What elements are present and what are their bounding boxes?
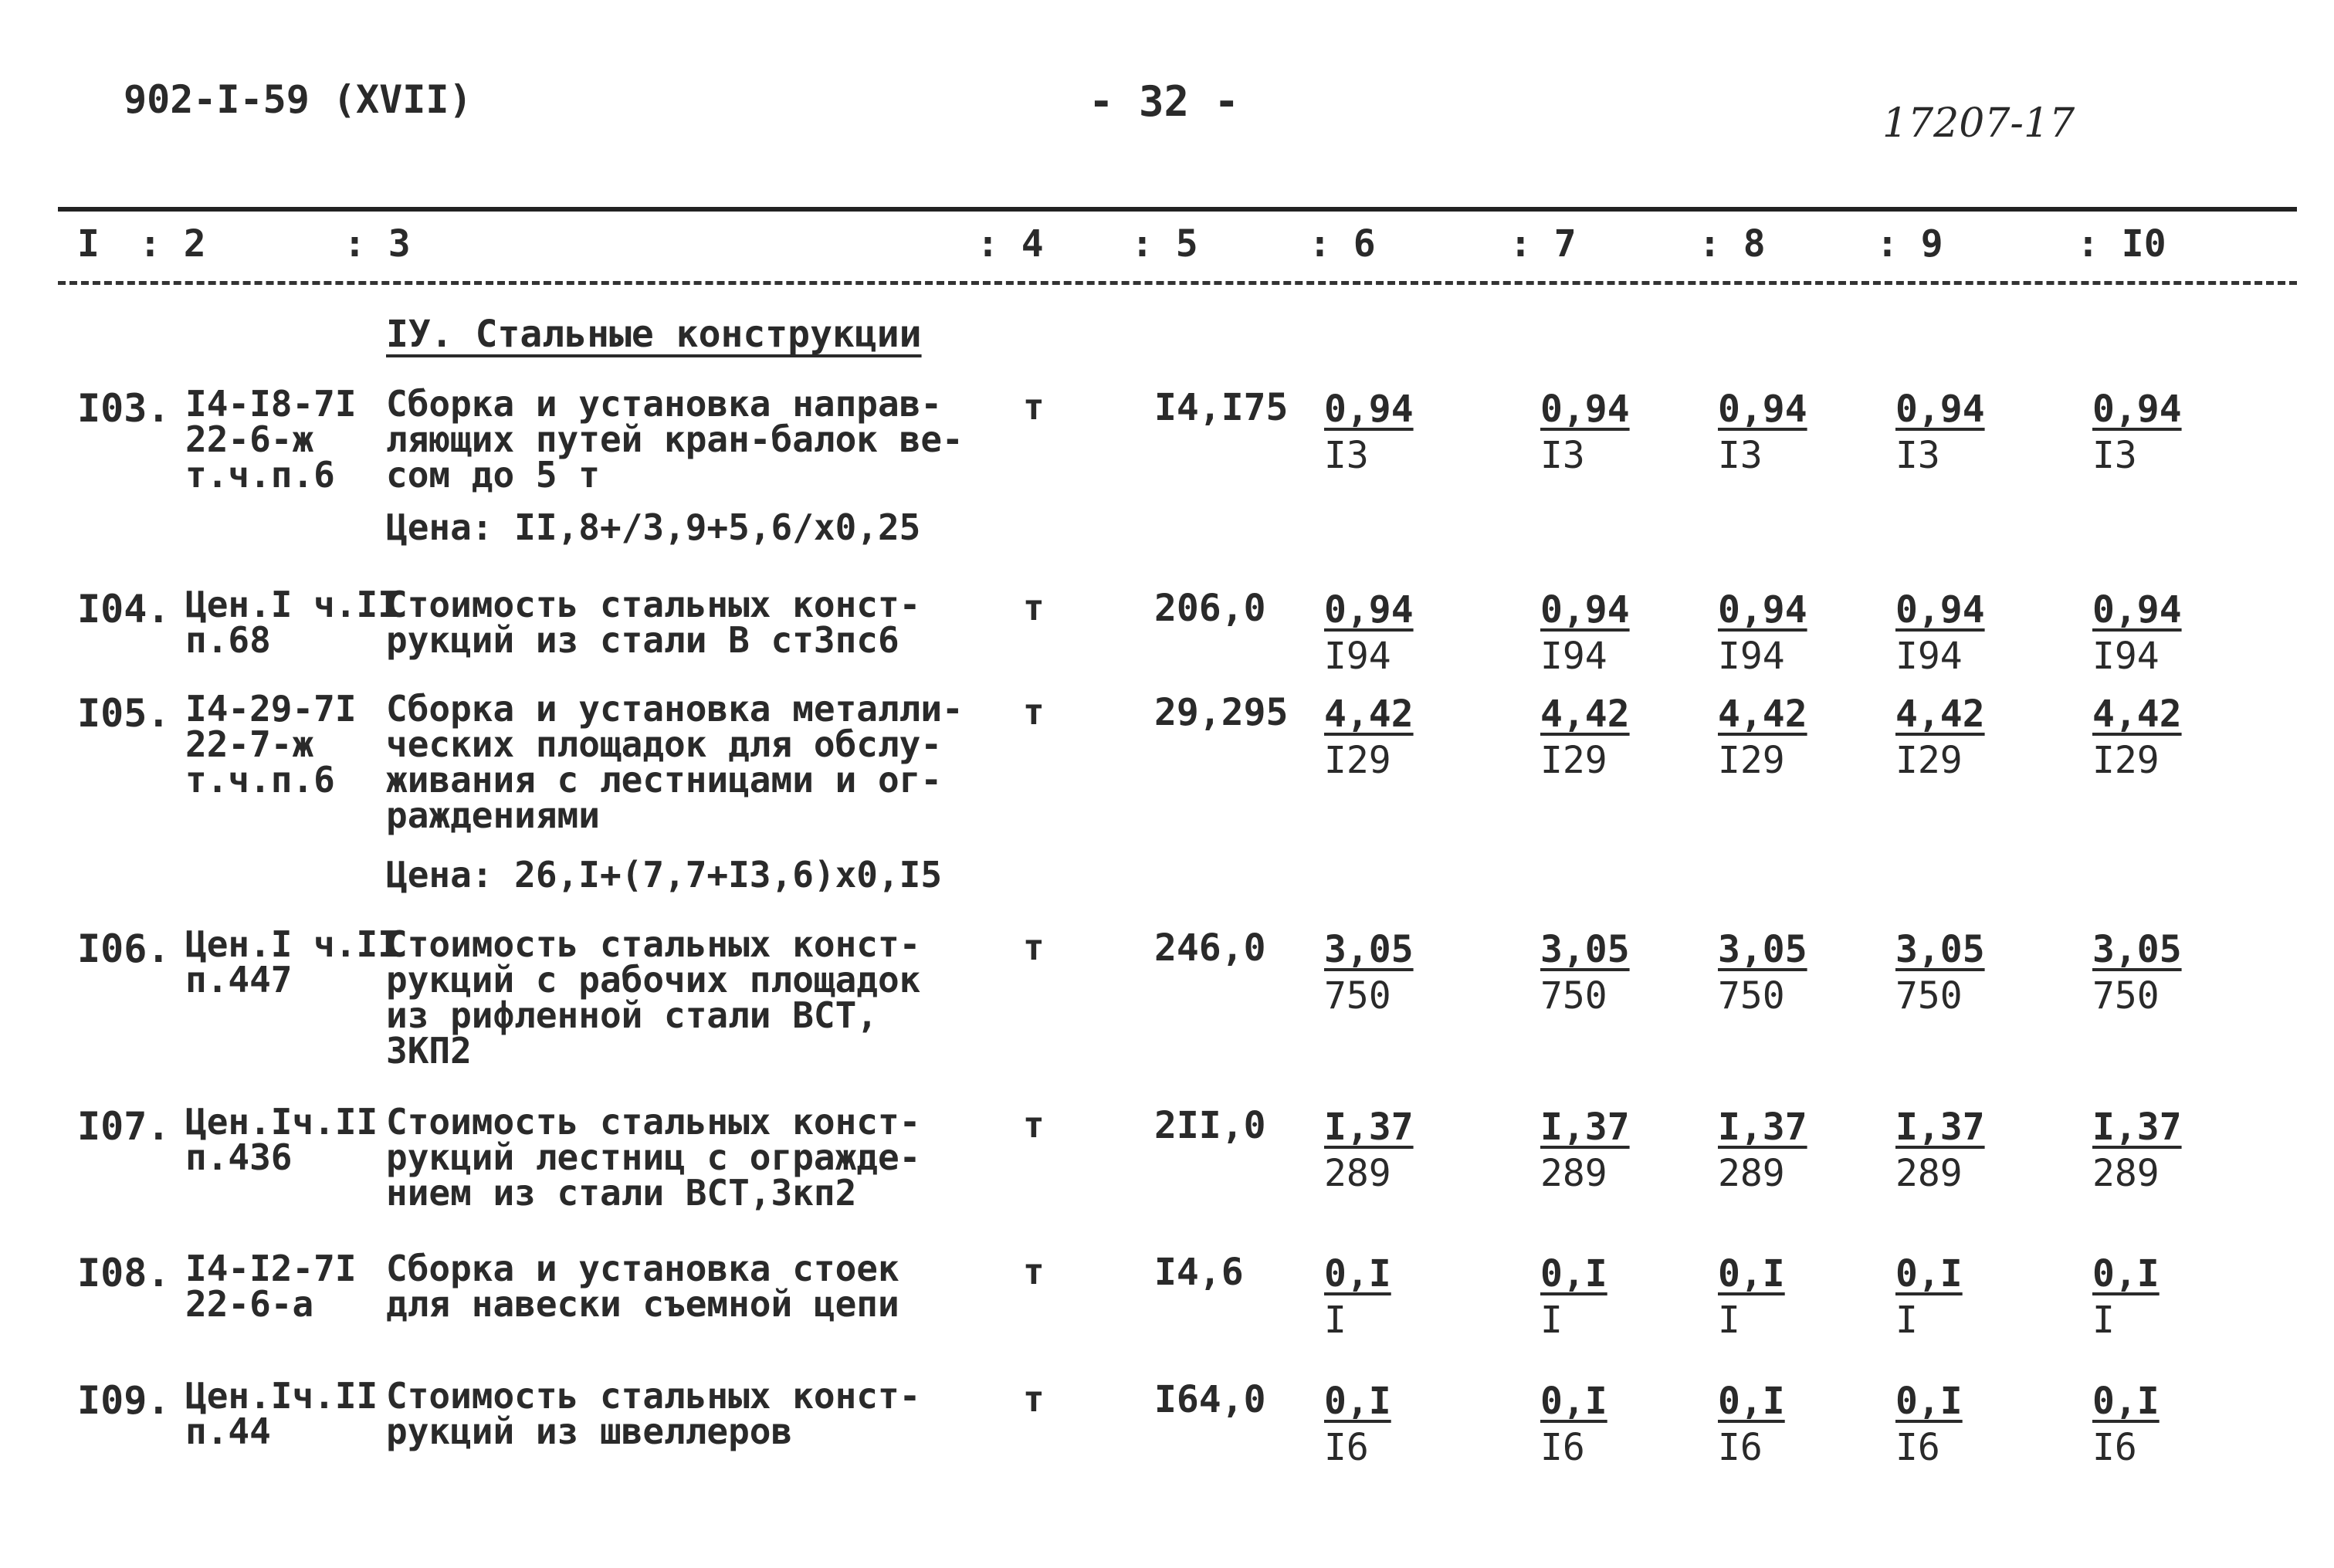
row-number: I04. bbox=[77, 587, 171, 632]
row-code bbox=[185, 584, 399, 661]
value-bottom: I29 bbox=[1540, 739, 1607, 782]
row-value-cell bbox=[1895, 386, 1985, 479]
row-value-cell bbox=[1895, 1251, 1963, 1343]
row-description-line: Сборка и установка стоек bbox=[386, 1248, 899, 1289]
row-code-line: Цен.I ч.II bbox=[185, 923, 399, 965]
row-description-line: Стоимость стальных конст- bbox=[386, 1375, 921, 1417]
row-value-cell bbox=[1540, 386, 1630, 479]
value-top: 0,94 bbox=[1324, 588, 1414, 632]
value-top: 0,94 bbox=[1718, 588, 1807, 632]
row-description-line: Стоимость стальных конст- bbox=[386, 584, 921, 625]
row-value-cell bbox=[1324, 587, 1414, 679]
value-top: 3,05 bbox=[1895, 928, 1985, 971]
row-description bbox=[386, 688, 964, 836]
row-code bbox=[185, 1101, 378, 1178]
value-bottom: I3 bbox=[2092, 434, 2137, 477]
value-bottom: I bbox=[1540, 1299, 1563, 1342]
section-title: IУ. Стальные конструкции bbox=[386, 313, 922, 356]
row-code-line: Цен.I ч.II bbox=[185, 584, 399, 625]
row-description-line: 3КП2 bbox=[386, 1030, 472, 1072]
value-bottom: 289 bbox=[1540, 1152, 1607, 1195]
row-number: I08. bbox=[77, 1251, 171, 1295]
row-description-line: для навески съемной цепи bbox=[386, 1283, 899, 1325]
row-description-line: живания с лестницами и ог- bbox=[386, 759, 943, 801]
row-price-formula: Цена: 26,I+(7,7+I3,6)х0,I5 bbox=[386, 854, 943, 896]
row-code bbox=[185, 1375, 378, 1452]
value-bottom: 750 bbox=[1718, 974, 1785, 1018]
value-bottom: I3 bbox=[1540, 434, 1585, 477]
value-top: 0,94 bbox=[2092, 388, 2182, 431]
value-top: 0,I bbox=[2092, 1252, 2160, 1295]
row-description-line: рукций из стали В ст3пс6 bbox=[386, 619, 899, 661]
value-top: 4,42 bbox=[1895, 693, 1985, 736]
row-description-line: нием из стали ВСТ,3кп2 bbox=[386, 1172, 857, 1214]
row-description bbox=[386, 383, 964, 496]
row-code bbox=[185, 688, 357, 801]
row-value-cell bbox=[1895, 1378, 1963, 1471]
row-quantity: 246,0 bbox=[1154, 926, 1266, 970]
value-bottom: I6 bbox=[1324, 1426, 1369, 1469]
row-code bbox=[185, 923, 399, 1001]
value-top: 0,I bbox=[1718, 1252, 1785, 1295]
value-top: 0,94 bbox=[1540, 588, 1630, 632]
column-header-6: : 6 bbox=[1309, 222, 1376, 266]
row-description-line: Сборка и установка направ- bbox=[386, 383, 943, 425]
row-description-line: из рифленной стали ВСТ, bbox=[386, 994, 878, 1036]
value-bottom: I6 bbox=[1895, 1426, 1940, 1469]
row-value-cell bbox=[1718, 386, 1807, 479]
row-value-cell bbox=[2092, 1104, 2182, 1197]
value-top: 0,94 bbox=[1895, 388, 1985, 431]
value-bottom: I29 bbox=[2092, 739, 2160, 782]
value-bottom: I6 bbox=[1540, 1426, 1585, 1469]
row-value-cell bbox=[2092, 926, 2182, 1019]
row-code bbox=[185, 383, 357, 496]
value-top: 0,94 bbox=[2092, 588, 2182, 632]
value-top: 4,42 bbox=[1718, 693, 1807, 736]
row-description-line: ческих площадок для обслу- bbox=[386, 723, 943, 765]
row-description bbox=[386, 923, 921, 1072]
value-top: 3,05 bbox=[1540, 928, 1630, 971]
value-top: 0,94 bbox=[1895, 588, 1985, 632]
row-value-cell bbox=[1718, 1251, 1785, 1343]
value-bottom: I bbox=[1718, 1299, 1740, 1342]
row-number: I09. bbox=[77, 1378, 171, 1423]
row-code-line: п.44 bbox=[185, 1411, 271, 1452]
value-bottom: I29 bbox=[1718, 739, 1785, 782]
value-bottom: I6 bbox=[2092, 1426, 2137, 1469]
row-value-cell bbox=[1718, 1104, 1807, 1197]
row-number: I06. bbox=[77, 926, 171, 971]
row-code-line: I4-I2-7I bbox=[185, 1248, 357, 1289]
table-header-rule bbox=[58, 281, 2297, 285]
value-bottom: I94 bbox=[2092, 635, 2160, 678]
row-unit: т bbox=[1023, 1104, 1045, 1146]
column-header-2: : 2 bbox=[139, 222, 206, 266]
row-quantity: I4,6 bbox=[1154, 1251, 1244, 1294]
row-code-line: I4-29-7I bbox=[185, 688, 357, 730]
row-code-line: 22-6-а bbox=[185, 1283, 314, 1325]
value-bottom: 289 bbox=[1324, 1152, 1391, 1195]
table-top-rule bbox=[58, 207, 2297, 212]
value-top: I,37 bbox=[1324, 1106, 1414, 1149]
row-unit: т bbox=[1023, 587, 1045, 628]
row-value-cell bbox=[2092, 587, 2182, 679]
row-code-line: 22-7-ж bbox=[185, 723, 314, 765]
row-description-line: рукций из швеллеров bbox=[386, 1411, 793, 1452]
row-value-cell bbox=[1895, 926, 1985, 1019]
document-code: 902-I-59 (XVII) bbox=[124, 77, 473, 122]
row-value-cell bbox=[1324, 1251, 1391, 1343]
value-top: 3,05 bbox=[2092, 928, 2182, 971]
value-bottom: I3 bbox=[1718, 434, 1763, 477]
column-header-7: : 7 bbox=[1509, 222, 1577, 266]
value-bottom: I94 bbox=[1895, 635, 1963, 678]
page-number: - 32 - bbox=[1089, 77, 1240, 126]
value-bottom: 750 bbox=[1324, 974, 1391, 1018]
row-value-cell bbox=[1540, 1104, 1630, 1197]
row-code bbox=[185, 1248, 357, 1325]
value-bottom: I3 bbox=[1324, 434, 1369, 477]
column-header-4: : 4 bbox=[977, 222, 1044, 266]
row-value-cell bbox=[1540, 926, 1630, 1019]
row-unit: т bbox=[1023, 926, 1045, 968]
column-header-1: I bbox=[77, 222, 100, 266]
value-top: I,37 bbox=[1540, 1106, 1630, 1149]
value-bottom: I3 bbox=[1895, 434, 1940, 477]
row-description-line: рукций с рабочих площадок bbox=[386, 959, 921, 1001]
row-description-line: сом до 5 т bbox=[386, 454, 600, 496]
row-value-cell bbox=[1718, 587, 1807, 679]
row-value-cell bbox=[1324, 926, 1414, 1019]
row-value-cell bbox=[1324, 1378, 1391, 1471]
column-header-9: : 9 bbox=[1876, 222, 1943, 266]
row-quantity: 2II,0 bbox=[1154, 1104, 1266, 1147]
row-value-cell bbox=[1540, 587, 1630, 679]
row-description-line: раждениями bbox=[386, 794, 600, 836]
row-value-cell bbox=[1324, 691, 1414, 784]
value-top: I,37 bbox=[1718, 1106, 1807, 1149]
row-code-line: т.ч.п.6 bbox=[185, 759, 335, 801]
value-top: 3,05 bbox=[1324, 928, 1414, 971]
row-number: I05. bbox=[77, 691, 171, 736]
row-code-line: I4-I8-7I bbox=[185, 383, 357, 425]
value-bottom: I29 bbox=[1324, 739, 1391, 782]
row-description-line: Стоимость стальных конст- bbox=[386, 1101, 921, 1143]
handwritten-note: 17207-17 bbox=[1882, 100, 2075, 147]
value-bottom: 750 bbox=[1540, 974, 1607, 1018]
row-quantity: 206,0 bbox=[1154, 587, 1266, 630]
value-top: 0,I bbox=[1540, 1380, 1607, 1423]
column-header-8: : 8 bbox=[1699, 222, 1766, 266]
value-top: 0,I bbox=[1540, 1252, 1607, 1295]
row-description bbox=[386, 584, 921, 661]
row-value-cell bbox=[2092, 386, 2182, 479]
value-bottom: I bbox=[1324, 1299, 1347, 1342]
row-quantity: 29,295 bbox=[1154, 691, 1289, 734]
value-bottom: I bbox=[1895, 1299, 1918, 1342]
row-value-cell bbox=[1895, 587, 1985, 679]
row-value-cell bbox=[1540, 691, 1630, 784]
column-header-5: : 5 bbox=[1131, 222, 1198, 266]
row-value-cell bbox=[1324, 386, 1414, 479]
value-top: 4,42 bbox=[2092, 693, 2182, 736]
value-top: 4,42 bbox=[1324, 693, 1414, 736]
row-unit: т bbox=[1023, 386, 1045, 428]
row-value-cell bbox=[2092, 1251, 2160, 1343]
row-quantity: I64,0 bbox=[1154, 1378, 1266, 1421]
row-code-line: 22-6-ж bbox=[185, 418, 314, 460]
row-value-cell bbox=[1718, 926, 1807, 1019]
column-header-3: : 3 bbox=[344, 222, 411, 266]
value-bottom: 289 bbox=[2092, 1152, 2160, 1195]
row-unit: т bbox=[1023, 1378, 1045, 1420]
value-top: 0,I bbox=[1324, 1380, 1391, 1423]
row-description-line: ляющих путей кран-балок ве- bbox=[386, 418, 964, 460]
row-code-line: Цен.Iч.II bbox=[185, 1101, 378, 1143]
row-code-line: п.68 bbox=[185, 619, 271, 661]
row-value-cell bbox=[1540, 1251, 1607, 1343]
value-bottom: 750 bbox=[1895, 974, 1963, 1018]
value-bottom: I bbox=[2092, 1299, 2115, 1342]
value-bottom: 750 bbox=[2092, 974, 2160, 1018]
value-top: 0,I bbox=[1895, 1252, 1963, 1295]
value-bottom: I29 bbox=[1895, 739, 1963, 782]
value-top: I,37 bbox=[1895, 1106, 1985, 1149]
value-top: 0,94 bbox=[1540, 388, 1630, 431]
value-top: 0,94 bbox=[1324, 388, 1414, 431]
row-value-cell bbox=[2092, 691, 2182, 784]
row-number: I07. bbox=[77, 1104, 171, 1149]
row-quantity: I4,I75 bbox=[1154, 386, 1289, 429]
row-code-line: т.ч.п.6 bbox=[185, 454, 335, 496]
row-unit: т bbox=[1023, 1251, 1045, 1292]
value-top: 0,I bbox=[1324, 1252, 1391, 1295]
column-header-10: : I0 bbox=[2077, 222, 2166, 266]
value-bottom: I94 bbox=[1324, 635, 1391, 678]
row-value-cell bbox=[1718, 691, 1807, 784]
row-description-line: Стоимость стальных конст- bbox=[386, 923, 921, 965]
value-top: 0,I bbox=[1718, 1380, 1785, 1423]
row-description-line: Сборка и установка металли- bbox=[386, 688, 964, 730]
value-bottom: I6 bbox=[1718, 1426, 1763, 1469]
value-top: 0,I bbox=[2092, 1380, 2160, 1423]
row-code-line: п.436 bbox=[185, 1136, 293, 1178]
row-code-line: Цен.Iч.II bbox=[185, 1375, 378, 1417]
value-bottom: I94 bbox=[1718, 635, 1785, 678]
row-value-cell bbox=[2092, 1378, 2160, 1471]
row-value-cell bbox=[1895, 1104, 1985, 1197]
row-value-cell bbox=[1718, 1378, 1785, 1471]
value-top: 0,94 bbox=[1718, 388, 1807, 431]
row-description bbox=[386, 1101, 921, 1214]
value-bottom: 289 bbox=[1718, 1152, 1785, 1195]
row-value-cell bbox=[1540, 1378, 1607, 1471]
row-description-line: рукций лестниц с огражде- bbox=[386, 1136, 921, 1178]
row-value-cell bbox=[1324, 1104, 1414, 1197]
row-value-cell bbox=[1895, 691, 1985, 784]
row-unit: т bbox=[1023, 691, 1045, 733]
value-top: 0,I bbox=[1895, 1380, 1963, 1423]
value-bottom: 289 bbox=[1895, 1152, 1963, 1195]
value-bottom: I94 bbox=[1540, 635, 1607, 678]
row-price-formula: Цена: II,8+/3,9+5,6/х0,25 bbox=[386, 506, 921, 548]
value-top: 3,05 bbox=[1718, 928, 1807, 971]
row-description bbox=[386, 1375, 921, 1452]
row-number: I03. bbox=[77, 386, 171, 431]
row-description bbox=[386, 1248, 899, 1325]
value-top: 4,42 bbox=[1540, 693, 1630, 736]
row-code-line: п.447 bbox=[185, 959, 293, 1001]
value-top: I,37 bbox=[2092, 1106, 2182, 1149]
